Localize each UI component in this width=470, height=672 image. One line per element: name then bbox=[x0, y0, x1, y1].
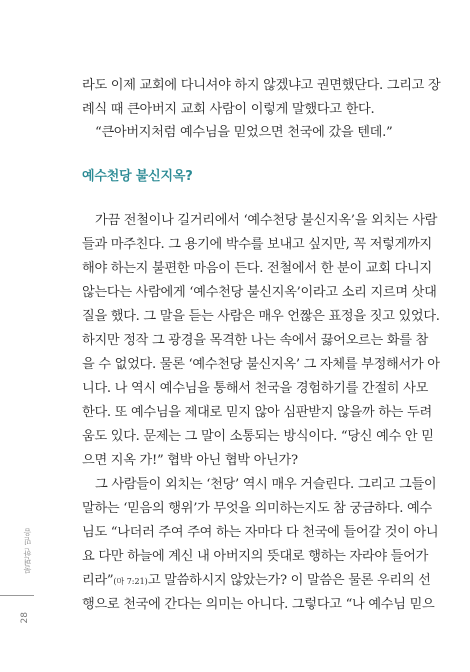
text-line: 않는다는 사람에게 ‘예수천당 불신지옥’이라고 소리 지르며 삿대 bbox=[82, 285, 437, 300]
text-line: 행으로 천국에 간다는 의미는 아니다. 그렇다고 “나 예수님 믿으 bbox=[82, 597, 435, 612]
text-fragment: 리라” bbox=[82, 573, 114, 588]
text-fragment: 고 말씀하시지 않았는가? 이 말씀은 물론 우리의 선 bbox=[147, 573, 431, 588]
text-line: 라도 이제 교회에 다니셔야 하지 않겠냐고 권면했단다. 그리고 장 bbox=[82, 78, 441, 93]
text-line: 말하는 ‘믿음의 행위’가 무엇을 의미하는지도 참 궁금하다. 예수 bbox=[82, 501, 432, 516]
text-line-with-reference bbox=[82, 573, 431, 590]
page-number: 28 bbox=[20, 612, 30, 624]
text-line: 요 다만 하늘에 계신 내 아버지의 뜻대로 행하는 자라야 들어가 bbox=[82, 549, 429, 564]
text-line: 으면 지옥 가!” 협박 아닌 협박 아닌가? bbox=[82, 453, 298, 468]
margin-divider bbox=[0, 595, 34, 596]
text-line: 님도 “나더러 주여 주여 하는 자마다 다 천국에 들어갈 것이 아니 bbox=[82, 525, 439, 540]
text-line: 가끔 전철이나 길거리에서 ‘예수천당 불신지옥’을 외치는 사람 bbox=[95, 213, 438, 228]
text-line: 을 수 없었다. 물론 ‘예수천당 불신지옥’ 그 자체를 부정해서가 아 bbox=[82, 357, 440, 372]
text-line: 움도 있다. 문제는 그 말이 소통되는 방식이다. “당신 예수 안 믿 bbox=[82, 429, 434, 444]
verse-reference: (마 7:21) bbox=[113, 577, 148, 586]
text-line: 질을 했다. 그 말을 듣는 사람은 매우 언짢은 표정을 짓고 있었다. bbox=[82, 309, 440, 324]
text-line: 한다. 또 예수님을 제대로 믿지 않아 심판받지 않을까 하는 두려 bbox=[82, 405, 432, 420]
section-heading: 예수천당 불신지옥? bbox=[82, 169, 193, 184]
running-title: 불편한 믿음 bbox=[23, 528, 32, 574]
text-line: 그 사람들이 외치는 ‘천당’ 역시 매우 거슬린다. 그리고 그들이 bbox=[95, 477, 437, 492]
text-line: 니다. 나 역시 예수님을 통해서 천국을 경험하기를 간절히 사모 bbox=[82, 381, 429, 396]
text-line: 들과 마주친다. 그 용기에 박수를 보내고 싶지만, 꼭 저렇게까지 bbox=[82, 237, 432, 252]
text-line: 해야 하는지 불편한 마음이 든다. 전철에서 한 분이 교회 다니지 bbox=[82, 261, 432, 276]
text-line: 하지만 정작 그 광경을 목격한 나는 속에서 끓어오르는 화를 참 bbox=[82, 333, 429, 348]
text-line: 례식 때 큰아버지 교회 사람이 이렇게 말했다고 한다. bbox=[82, 102, 375, 117]
quote-line: “큰아버지처럼 예수님을 믿었으면 천국에 갔을 텐데.” bbox=[95, 125, 393, 140]
